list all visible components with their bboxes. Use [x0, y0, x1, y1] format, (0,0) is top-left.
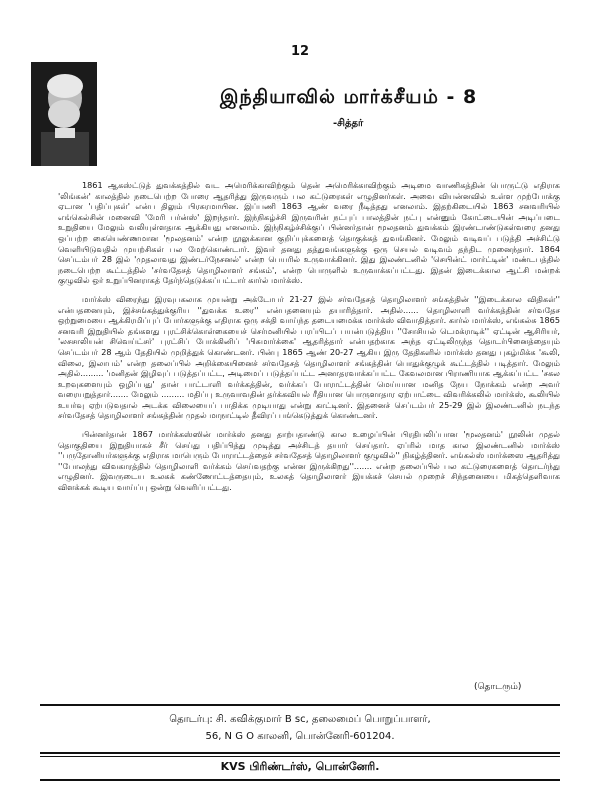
author-photo — [31, 62, 97, 166]
paragraph-2: மார்க்ஸ் விரைந்து இரவுபகலாக முயன்று அக்டோபர் 21-27 இல் சர்வதேசத் தொழிலாளர் சங்கத்தின் ''இடைக்கால விதிகள்'' என்பதனையும், இச்சங்கத்துக்குரிய ''துவக்க உரை'' என்பதனையும் தயாரித்தார். அதில்...... தொழிலாளி வர்க்கத்தின் சர்வதேச ஒற்றுமையை ஆக்கிரமிப்புப் போர்களுக்கு எதிராக ஒரு சக்தி வாய்ந்த தடையமைக்க மார்க்ஸ் விவாதித்தார். கார்ல் மார்க்ஸ், எங்கல்சு 1865 சனவரி இறுதியில் தங்களது புரட்சிக்கொள்கையைச் செர்மனியில் பரப்பிடப் பயன்படுத்திய ''சோசியல் டெமக்ராடிக்'' ஏட்டின் ஆசிரியர், 'லசசாலியன் சிவெய்ட்சர்' புரட்சிப் போக்கினிப் 'பிசுமார்க்கை' ஆதரித்தார் என்பதற்காக அந்த ஏட்டிலிருந்த தொடர்பினைத்தையும் செப்டம்பர் 28 ஆம் தேதியில் முறித்துக் கொண்டனர். பின்பு 1865 ஆண் 20-27 ஆகிய இரு தேதிகளில் மார்க்ஸ் தனது புகழ்மிக்க 'கூலி, விலை, இலாபம்' என்ற தலைப்பில் அறிக்கையினைச் சர்வதேசத் தொழிலாளர் சங்கத்தின் பொதுக்குழுக் கூட்டத்தில் படித்தார். மேலும் அதில்......... 'மனிதன் இழிவுப் படுத்தப்பட்ட, அடிமைப் படுத்தப்பட்ட அனாதரவாக்கப்பட்ட கேவலமான பிராணியாக ஆக்கப்பட்ட 'சகல உறவுகளையும் ஒழிப்பது' தான் பாட்டாளி வர்க்கத்தின், வர்க்கப் போராட்டத்தின் மெய்யான மனித நேய நோக்கம் என்ற அவர் வரையறுத்தார்....... மேலும் ......... மதிப்பு உருவாவதின் தர்க்கவியல் ரீதியான பொருளாதார ஏற்பாட்டை விவரிக்கலில் மார்க்ஸ், கூலியில் உயர்வு ஏற்படுவதால் அடக்க விலையைப் பாதிக்க முடியாது என்று காட்டினர். இதனைச் செப்டம்பர் 25-29 இல் இலண்டனில் நடந்த சர்வதேசத் தொழிலாளர் சங்கத்தின் முதல் மாநாட்டில் தீவிரப் பங்கெடுத்துக் கொண்டனர். — [58, 293, 560, 421]
divider-middle-thin — [40, 756, 560, 757]
printer-credit: KVS பிரிண்டர்ஸ், பொன்னேரி. — [220, 760, 380, 773]
continued-label: (தொடரும்) — [474, 682, 522, 692]
article-author: -சித்தர் — [333, 118, 364, 129]
paragraph-1: 1861 ஆகஸ்ட்டுத் துவக்கத்தில் வட அமெரிக்காவிற்கும் தென் அமெரிக்காவிற்கும் அடிமை வாணிகத்தின் பொருட்டு எதிராக 'லிங்கன்' காலத்தில் நடைபெற்ற போரை ஆதரித்து இருவரும் பல கட்டுரைகள் எழுதினர்கள். அவை வியன்னவில் உள்ள முற்போக்கு ஏடான 'பதிப்புகள்' என்ப திலும் பிரசுரமாயின. இப்பணி 1863 ஆண் வரை நீடித்தது எனலாம். இதற்கிடையில் 1863 சனவரியில் எங்கெல்சின் மனைவி 'மேரி பர்ன்ஸ்' இறந்தார். இந்நிகழ்ச்சி இருவரின் நட்புப் பாலத்தின் நட்பு என்னும் கோட்டையின் அடிப்படை உறுதியை மேலும் வலியுள்ளதாக ஆக்கியது எனலாம். இந்நிகழ்ச்சிக்குப் பின்னர்தான் மூலதனம் துவக்கம் இரண்டாண்டுகள்வரை தனது ஒப்பற்ற கையெண்ணமான 'மூலதனம்' என்ற நூலுக்கான குறிப்புக்களைத் தொகுக்கத் துவங்கினர். மேலும் வடிவப் படுத்தி அச்சிட்டு வெளியிடுவதில் முயற்சிகள் பல மேற்கொண்டார். இவர் தனது தத்துவங்களுக்கு ஒரு செயல் வடிவம் தந்திட முனைந்தார். 1864 செப்டம்பர் 28 இல் 'முதலாவது இண்டர்நேசனல்' என்ற பெயரில் உருவாக்கினர். இது இலண்டனில் 'செயின்ட் மார்ட்டின்' மண்டபத்தில் நடைபெற்ற கூட்டத்தில் 'சர்வதேசத் தொழிலாளர் சங்கம்', என்ற பொருளில் உருவாக்கப்பட்டது. இதன் இடைக்கால ஆட்சி மன்றக் குழுவில் ஒர் உறுப்பினராகத் தேர்ந்தெடுக்கப்பட்டார் கார்ல் மார்க்ஸ். — [58, 180, 560, 286]
divider-bottom — [40, 779, 560, 781]
paragraph-3: பின்னர்தான் 1867 மார்க்கஸ்ஸின் மார்க்ஸ் தனது தாற்பதாண்டு கால உழைப்பின் பிரதிபலிப்பான 'மூலதனம்' நூலின் முதல் தொகுதியை இறுதியாகச் சீர் செய்து பதிப்பித்து முடித்து அச்சிடத் தயார் செய்தார். ஏப்ரில் மாத கால இலண்டனில் மார்க்ஸ் ''பருதோனியர்களுக்கு எதிராக மாபெரும் போராட்டத்தைச் சர்வதேசத் தொழிலாளர் குழுவில்'' நிகழ்த்தினர். எங்கல்ஸ் மார்க்ஸை ஆதரித்து ''போலந்து விவகாரத்தில் தொழிலாளி வர்க்கம் செய்வதற்கு என்ன இருக்கிறது''....... என்ற தலைப்பில் பல கட்டுரைகளைத் தொடர்ந்து எழுதினர். இவருடைய உலகக் கண்ணோட்டத்தையும், உலகத் தொழிலாளர் இயக்கச் செயல் முறைச் சிந்தனையை மிகத்தெளிவாக விளக்கக் கூடிய வாய்ப்பு ஒன்று வெளிப்பட்டது. — [58, 429, 560, 493]
article-title: இந்தியாவில் மார்க்சீயம் - 8 — [220, 86, 478, 108]
page-number: 12 — [290, 44, 310, 59]
divider-top — [40, 704, 560, 706]
contact-line-2: 56, N G O காலனி, பொன்னேரி-601204. — [205, 731, 395, 742]
article-body — [58, 180, 560, 501]
contact-line-1: தொடர்பு: சி. கவிக்குமார் B sc, தலைமைப் பொறுப்பாளர், — [169, 714, 431, 725]
divider-middle — [40, 752, 560, 754]
